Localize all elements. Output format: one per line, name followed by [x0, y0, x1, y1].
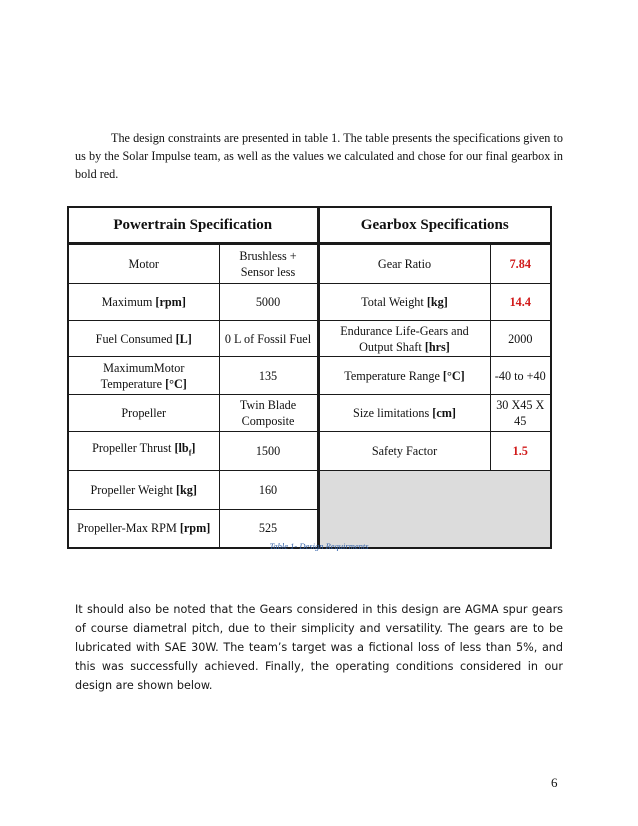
gearbox-label: Endurance Life-Gears and Output Shaft [hrs]: [318, 321, 490, 357]
page-number: 6: [551, 775, 558, 790]
gearbox-label: Gear Ratio: [318, 244, 490, 284]
powertrain-label: Propeller: [68, 395, 219, 432]
powertrain-label: MaximumMotor Temperature [°C]: [68, 357, 219, 395]
table-row: [68, 321, 551, 357]
intro-paragraph: The design constraints are presented in table 1. The table presents the specifications given to us by the Solar Impulse team, as well as the values we calculated and chose for our final gearbox in bold red.: [75, 131, 563, 181]
gearbox-label: Safety Factor: [318, 432, 490, 471]
table-header-row: [68, 207, 551, 244]
gearbox-value: -40 to +40: [490, 357, 551, 395]
gearbox-label: Total Weight [kg]: [318, 284, 490, 321]
powertrain-label: Motor: [68, 244, 219, 284]
gearbox-value: 30 X45 X 45: [490, 395, 551, 432]
gearbox-value: 7.84: [490, 244, 551, 284]
gearbox-value: 14.4: [490, 284, 551, 321]
closing-paragraph: It should also be noted that the Gears considered in this design are AGMA spur gears of course diametral pitch, due to their simplicity and versatility. The gears are to be lubricated with SAE 30W. The team’s target was a fictional loss of less than 5%, and this was successfully achieved. Finally, the operating conditions considered in our design are shown below.: [75, 603, 563, 692]
powertrain-label: Maximum [rpm]: [68, 284, 219, 321]
gearbox-label: Temperature Range [°C]: [318, 357, 490, 395]
powertrain-value: 5000: [219, 284, 318, 321]
powertrain-label: Fuel Consumed [L]: [68, 321, 219, 357]
table-caption: Table 1- Design Requirments: [269, 541, 369, 551]
powertrain-label: Propeller Weight [kg]: [68, 471, 219, 510]
powertrain-label: Propeller-Max RPM [rpm]: [68, 510, 219, 548]
powertrain-header: Powertrain Specification: [68, 207, 318, 244]
powertrain-value: 0 L of Fossil Fuel: [219, 321, 318, 357]
gearbox-header: Gearbox Specifications: [318, 207, 551, 244]
powertrain-value: 160: [219, 471, 318, 510]
powertrain-value: Twin Blade Composite: [219, 395, 318, 432]
table-row: [68, 244, 551, 284]
powertrain-label: Propeller Thrust $[lb_f]$: [68, 432, 219, 471]
gearbox-value: 2000: [490, 321, 551, 357]
empty-shaded-cell: [318, 471, 551, 548]
gearbox-label: Size limitations [cm]: [318, 395, 490, 432]
table-row: [68, 357, 551, 395]
table-row: [68, 432, 551, 471]
powertrain-value: 525: [219, 510, 318, 548]
gearbox-value: 1.5: [490, 432, 551, 471]
powertrain-value: Brushless + Sensor less: [219, 244, 318, 284]
design-requirements-table: [67, 206, 552, 549]
table-row: [68, 284, 551, 321]
table-row: [68, 395, 551, 432]
table-row: [68, 471, 551, 510]
powertrain-value: 135: [219, 357, 318, 395]
powertrain-value: 1500: [219, 432, 318, 471]
